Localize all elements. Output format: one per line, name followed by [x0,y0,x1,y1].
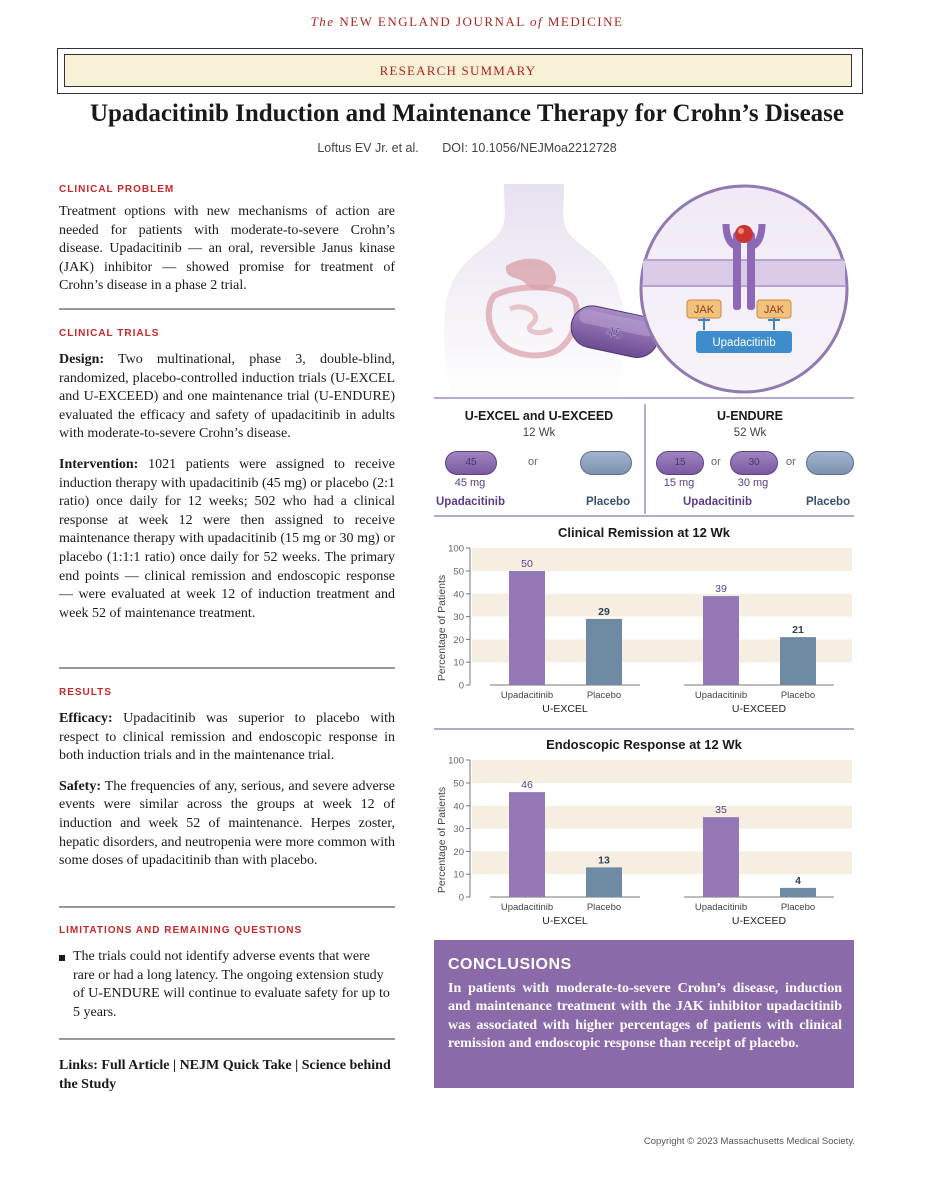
dose-30mg: 30 mg [737,477,769,489]
cell-receptor-diagram [641,186,847,392]
induction-trial-name: U-EXCEL and U-EXCEED [464,409,614,423]
pill-45mg-icon: 45 [445,451,497,475]
links-separator: | [291,1058,302,1073]
limitations-text: The trials could not identify adverse events that were rare or had a long latency. The ongoing extension study of U-ENDURE will continue to evaluate safety for up to 5 years. [73,949,390,1020]
journal-masthead [0,14,934,30]
torso-icon [444,184,624,404]
maintenance-drug-label: Upadacitinib [683,496,753,508]
y-tick-label: 20 [453,846,464,858]
maintenance-duration: 52 Wk [733,427,767,439]
induction-placebo-label: Placebo [586,496,631,508]
placebo-pill-icon [806,451,854,475]
journal-name-end: MEDICINE [543,14,624,29]
efficacy-text: Upadacitinib was superior to placebo with respect to clinical remission and endoscopic response in both induction trials and in the maintenance trial. [59,711,395,764]
link-full-article[interactable]: Full Article [101,1058,170,1073]
y-tick-label: 10 [453,657,464,669]
panel-top-rule [434,397,854,399]
links-prefix: Links: [59,1058,102,1073]
dose-45mg: 45 mg [454,477,486,489]
journal-name-part: NEW ENGLAND JOURNAL [334,14,530,29]
journal-the: The [310,14,335,29]
induction-drug-label: Upadacitinib [436,496,506,508]
intervention-text: 1021 patients were assigned to receive induction therapy with upadacitinib (45 mg) or placebo (2:1 ratio) once daily for 12 weeks; 502 who had a clinical response at week 12 were then assigned to receive maintenance therapy with upadacitinib (15 mg or 30 mg) or placebo (1:1:1 ratio) once daily for 52 weeks. The primary end points — clinical remission and endoscopic response — were evaluated at week 12 of induction treatment and week 52 of maintenance treatment. [59,456,395,621]
group-label: U-EXCEED [731,703,787,715]
bar-upadacitinib [509,792,545,897]
drug-box-label: Upadacitinib [712,337,776,349]
journal-of: of [530,14,544,29]
jak-right-label: JAK [763,304,785,316]
bar-placebo [586,867,622,897]
clinical-problem-heading: CLINICAL PROBLEM [59,184,175,195]
doi[interactable]: DOI: 10.1056/NEJMoa2212728 [442,141,617,155]
bar-value-label: 39 [715,583,727,596]
copyright: Copyright © 2023 Massachusetts Medical Society. [643,1136,855,1147]
conclusions-box [434,940,854,1088]
y-tick-label: 30 [453,612,464,624]
intervention-paragraph [59,456,395,623]
bar-value-label: 13 [598,854,610,867]
clinical-trials-section [59,328,395,623]
research-summary-banner: RESEARCH SUMMARY [64,54,852,87]
x-category-label: Upadacitinib [500,690,554,701]
results-section [59,687,395,871]
x-category-label: Upadacitinib [694,690,748,701]
divider [59,906,395,908]
limitations-bullet [59,948,395,1022]
bar-upadacitinib [509,571,545,685]
chart-divider [434,728,854,730]
bullet-square-icon [59,955,65,961]
page-title: Upadacitinib Induction and Maintenance Therapy for Crohn’s Disease [89,100,845,127]
x-category-label: Placebo [780,902,816,913]
y-tick-label: 40 [453,801,464,813]
chart-endoscopic-response [434,732,854,937]
chart-title: Clinical Remission at 12 Wk [558,525,730,540]
bar-placebo [780,888,816,897]
placebo-pill-icon [580,451,632,475]
conclusions-text: In patients with moderate-to-severe Crohn’s disease, induction and maintenance treatment with the JAK inhibitor upadacitinib was associated with higher percentages of patients with clinical remission and endoscopic response than receipt of placebo. [448,981,842,1052]
group-label: U-EXCEL [542,703,588,715]
y-axis-label: Percentage of Patients [436,786,448,894]
maintenance-placebo-label: Placebo [806,496,851,508]
safety-label: Safety: [59,778,101,794]
safety-paragraph [59,778,395,871]
tablet-label: 45 [604,323,625,344]
x-category-label: Placebo [586,902,622,913]
maintenance-trial-panel [646,409,854,439]
y-tick-label: 100 [448,543,464,555]
dose-15mg: 15 mg [663,477,695,489]
link-quick-take[interactable]: NEJM Quick Take [179,1058,292,1073]
maintenance-trial-name: U-ENDURE [717,409,783,423]
clinical-problem-text: Treatment options with new mechanisms of action are needed for patients with moderate-to-severe Crohn’s disease. Upadacitinib — an oral, reversible Janus kinase (JAK) inhibitor — showed promise for treatment of Crohn’s disease in a phase 2 trial. [59,204,395,294]
authors: Loftus EV Jr. et al. [317,141,419,155]
bar-value-label: 21 [792,624,804,637]
y-tick-label: 50 [453,566,464,578]
bar-value-label: 35 [715,804,727,817]
or-label: or [786,456,796,468]
clinical-trials-heading: CLINICAL TRIALS [59,328,160,339]
y-tick-label: 30 [453,824,464,836]
intervention-label: Intervention: [59,456,139,472]
group-label: U-EXCEL [542,915,588,927]
induction-trials-panel [434,409,644,439]
bar-placebo [586,619,622,685]
efficacy-label: Efficacy: [59,711,113,726]
efficacy-paragraph [59,710,395,766]
y-tick-label: 0 [458,680,464,692]
limitations-section [59,925,395,1022]
y-tick-label: 0 [458,892,464,904]
conclusions-heading: CONCLUSIONS [448,956,572,973]
divider [59,1038,395,1040]
byline [0,141,934,155]
bar-value-label: 4 [795,874,801,887]
x-category-label: Placebo [780,690,816,701]
design-paragraph [59,351,395,444]
or-label: or [528,456,538,468]
mechanism-illustration [434,184,854,404]
y-tick-label: 10 [453,869,464,881]
links-block [59,1057,395,1094]
y-tick-label: 20 [453,634,464,646]
design-label: Design: [59,352,105,367]
pill-15mg-icon: 15 [656,451,704,475]
group-label: U-EXCEED [731,915,787,927]
left-column [59,184,395,296]
y-tick-label: 100 [448,755,464,767]
y-tick-label: 50 [453,778,464,790]
x-category-label: Placebo [586,690,622,701]
bar-value-label: 46 [521,779,533,792]
links-separator: | [169,1058,180,1073]
divider [59,308,395,310]
y-tick-label: 40 [453,589,464,601]
bar-value-label: 29 [598,605,610,618]
panel-bottom-rule [434,515,854,517]
divider [59,667,395,669]
design-text: Two multinational, phase 3, double-blind, randomized, placebo-controlled induction trials (U-EXCEL and U-EXCEED) and one maintenance trial (U-ENDURE) evaluated the efficacy and safety of upadacitinib in adults with moderate-to-severe Crohn’s disease. [59,352,395,442]
induction-duration: 12 Wk [522,427,556,439]
bar-upadacitinib [703,596,739,685]
x-category-label: Upadacitinib [500,902,554,913]
or-label: or [711,456,721,468]
x-category-label: Upadacitinib [694,902,748,913]
chart-clinical-remission [434,520,854,725]
bar-upadacitinib [703,817,739,897]
pill-30mg-icon: 30 [730,451,778,475]
link-science-behind-study[interactable]: Science behind the Study [59,1058,391,1092]
bar-value-label: 50 [521,558,533,570]
y-axis-label: Percentage of Patients [436,574,448,682]
limitations-heading: LIMITATIONS AND REMAINING QUESTIONS [59,925,303,936]
chart-title: Endoscopic Response at 12 Wk [546,737,742,752]
results-heading: RESULTS [59,687,112,698]
jak-left-label: JAK [693,304,715,316]
safety-text: The frequencies of any, serious, and severe adverse events were similar across the groups at week 12 of induction and week 52 of maintenance. Herpes zoster, hepatic disorders, and neutropenia were more common with some doses of upadacitinib than with placebo. [59,778,395,869]
bar-placebo [780,637,816,685]
